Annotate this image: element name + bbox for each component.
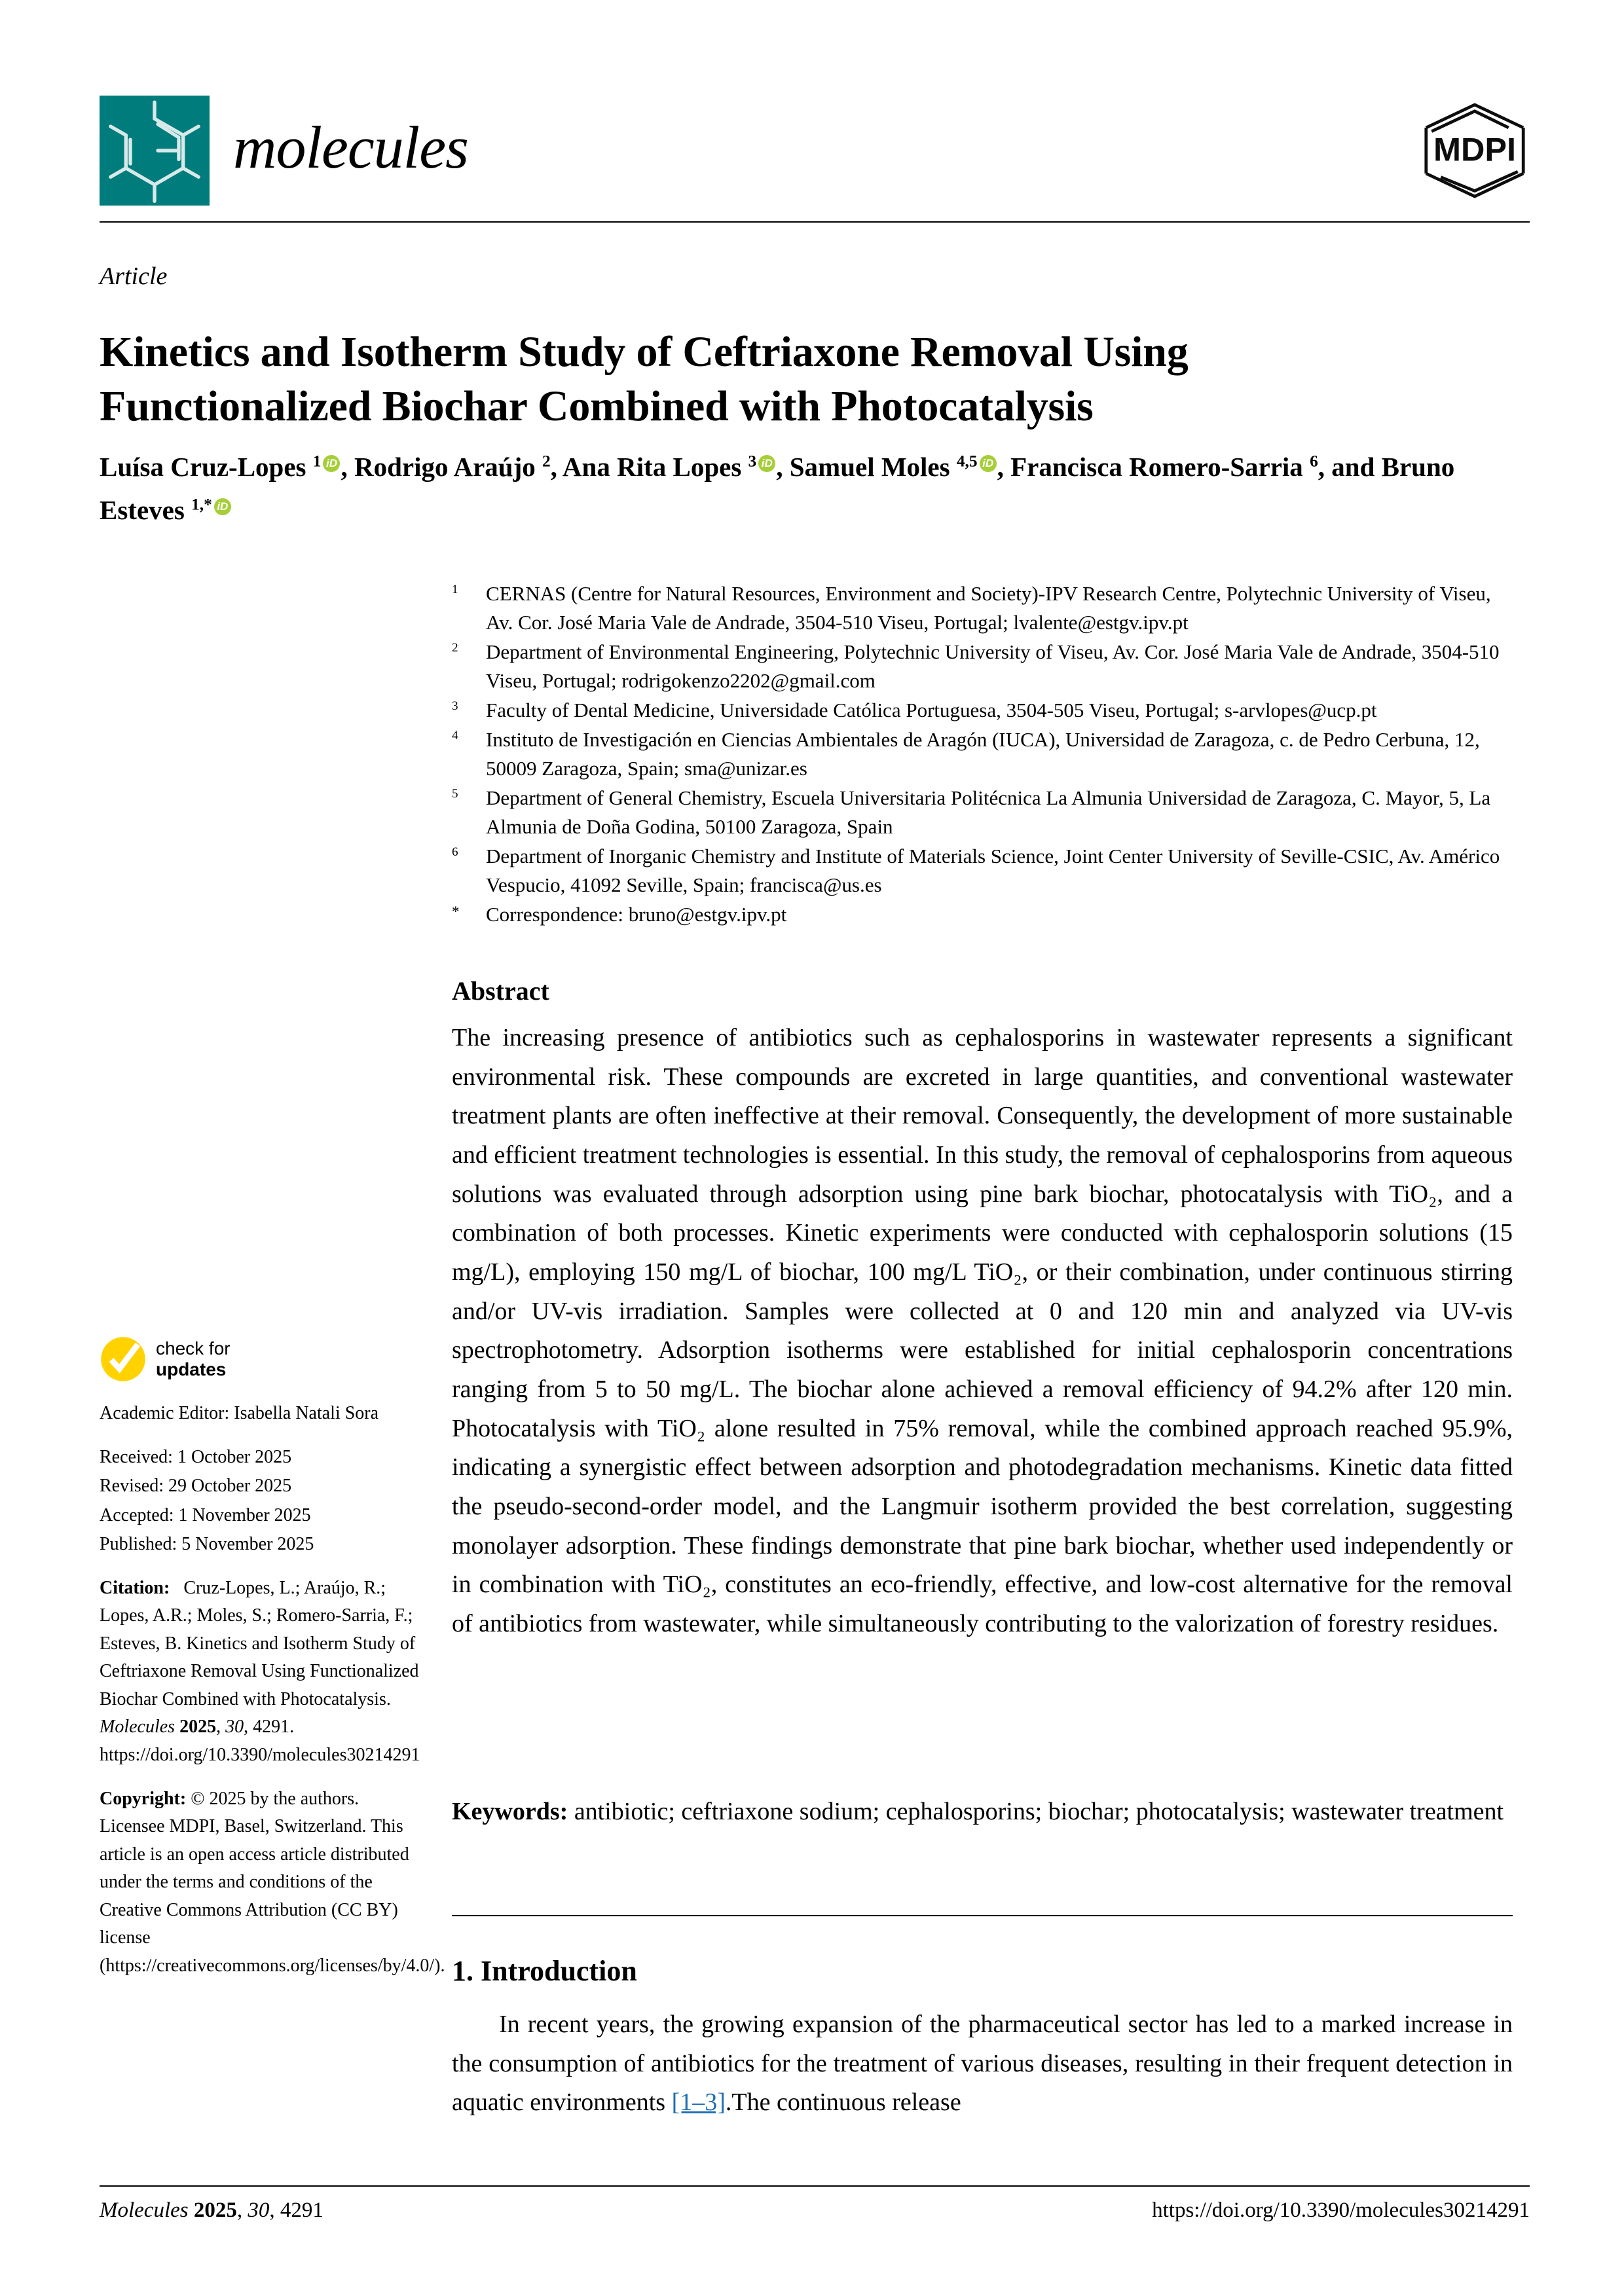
author-name: Luísa Cruz-Lopes bbox=[100, 452, 313, 482]
page-footer bbox=[100, 2198, 1530, 2223]
reference-link-1-3[interactable]: [1–3] bbox=[671, 2088, 726, 2117]
citation-label: Citation: bbox=[100, 1577, 170, 1598]
article-type-label: Article bbox=[100, 263, 168, 290]
citation-year: 2025 bbox=[179, 1717, 217, 1738]
copyright-label: Copyright: bbox=[100, 1788, 187, 1809]
author-name: Samuel Moles bbox=[789, 452, 957, 482]
author-affiliation-marker: 1 bbox=[312, 452, 322, 471]
journal-branding bbox=[100, 96, 468, 206]
author-name: Francisca Romero-Sarria bbox=[1010, 452, 1310, 482]
intro-text-a: In recent years, the growing expansion of the pharmaceutical sector has led to a marked increase in the consumption of antibiotics for the treatment of various diseases, resulting in their frequent detection in aquatic environments bbox=[452, 2011, 1513, 2117]
footer-year: 2025 bbox=[193, 2198, 237, 2222]
footer-doi-link[interactable]: https://doi.org/10.3390/molecules30214291 bbox=[1152, 2198, 1530, 2222]
author-separator: , bbox=[997, 452, 1011, 482]
author-affiliation-marker: 6 bbox=[1310, 452, 1318, 471]
check-circle-icon bbox=[100, 1336, 147, 1383]
keywords-divider bbox=[452, 1915, 1513, 1916]
citation-block: Citation: Cruz-Lopes, L.; Araújo, R.; Lopes, A.R.; Moles, S.; Romero-Sarria, F.; Esteves, B. Kinetics and Isotherm Study of Ceftriaxone Removal Using Functionalized Biochar Combined with Photocatalysis. Molecules 2025, 30, 4291. https://doi.org/10.3390/molecules30214291 bbox=[100, 1577, 420, 1766]
academic-editor: Academic Editor: Isabella Natali Sora bbox=[100, 1403, 379, 1423]
orcid-icon[interactable]: iD bbox=[323, 455, 340, 472]
orcid-icon[interactable]: iD bbox=[214, 498, 231, 515]
affiliation-text: Department of Environmental Engineering, Polytechnic University of Viseu, Av. Cor. José Maria Vale de Andrade, 3504-510 Viseu, Portugal; rodrigokenzo2202@gmail.com bbox=[486, 640, 1500, 693]
author-affiliation-marker: 1,* bbox=[191, 495, 212, 514]
publication-dates-block bbox=[100, 1444, 427, 1559]
affiliation-text: Instituto de Investigación en Ciencias Ambientales de Aragón (IUCA), Universidad de Zaragoza, c. de Pedro Cerbuna, 12, 50009 Zaragoza, Spain; sma@unizar.es bbox=[486, 728, 1480, 780]
author-affiliation-marker: 4,5 bbox=[956, 452, 978, 471]
author-name: Ana Rita Lopes bbox=[562, 452, 748, 482]
affiliation-text: Correspondence: bruno@estgv.ipv.pt bbox=[486, 903, 787, 926]
journal-title: molecules bbox=[233, 114, 468, 181]
page-title: Kinetics and Isotherm Study of Ceftriaxone Removal Using Functionalized Biochar Combined with Photocatalysis bbox=[100, 328, 1189, 431]
check-for-updates-badge[interactable] bbox=[100, 1336, 427, 1383]
author-separator: , bbox=[341, 452, 354, 482]
affiliation-text: Faculty of Dental Medicine, Universidade Católica Portuguesa, 3504-505 Viseu, Portugal; s-arvlopes@ucp.pt bbox=[486, 699, 1377, 722]
affiliation-item bbox=[452, 900, 1513, 929]
author-name: Rodrigo Araújo bbox=[354, 452, 542, 482]
affiliation-item bbox=[452, 784, 1513, 841]
keywords bbox=[452, 1793, 1513, 1832]
affiliation-marker: 4 bbox=[452, 729, 458, 743]
affiliation-marker: 2 bbox=[452, 641, 458, 655]
affiliation-text: CERNAS (Centre for Natural Resources, Environment and Society)-IPV Research Centre, Polytechnic University of Viseu, Av. Cor. José Maria Vale de Andrade, 3504-510 Viseu, Portugal; lvalente@estgv.ipv.pt bbox=[486, 582, 1491, 634]
date-received: Received: 1 October 2025 bbox=[100, 1446, 292, 1467]
author-name: Bruno Esteves bbox=[100, 452, 1455, 526]
article-metadata-sidebar bbox=[100, 1336, 445, 1995]
header-divider bbox=[100, 221, 1530, 223]
abstract-text: The increasing presence of antibiotics such as cephalosporins in wastewater represents a significant environmental risk. These compounds are excreted in large quantities, and conventional wastewater treatment plants are often ineffective at their removal. Consequently, the development of more sustainable and efficient treatment technologies is essential. In this study, the removal of cephalosporins from aqueous solutions was evaluated through adsorption using pine bark biochar, photocatalysis with TiO₂, and a combination of both processes. Kinetic experiments were conducted with cephalosporin solutions (15 mg/L), employing 150 mg/L of biochar, 100 mg/L TiO₂, or their combination, under continuous stirring and/or UV-vis irradiation. Samples were collected at 0 and 120 min and analyzed via UV-vis spectrophotometry. Adsorption isotherms were established for initial cephalosporin concentrations ranging from 5 to 50 mg/L. The biochar alone achieved a removal efficiency of 94.2% after 120 min. Photocatalysis with TiO₂ alone resulted in 75% removal, while the combined approach reached 95.9%, indicating a synergistic effect between adsorption and photodegradation mechanisms. Kinetic data fitted the pseudo-second-order model, and the Langmuir isotherm provided the best correlation, suggesting monolayer adsorption. These findings demonstrate that pine bark biochar, whether used independently or in combination with TiO₂, constitutes an eco-friendly, effective, and low-cost alternative for the removal of antibiotics from wastewater, while simultaneously contributing to the valorization of forestry residues. bbox=[452, 1024, 1513, 1637]
cfu-line-2: updates bbox=[156, 1359, 227, 1379]
author-separator: , bbox=[776, 452, 790, 482]
author-list bbox=[100, 445, 1488, 532]
footer-divider bbox=[100, 2185, 1530, 2187]
author-separator: , bbox=[550, 452, 563, 482]
affiliation-list bbox=[452, 579, 1513, 930]
orcid-icon[interactable]: iD bbox=[758, 455, 775, 472]
section-heading-introduction: 1. Introduction bbox=[452, 1955, 637, 1987]
keywords-text: antibiotic; ceftriaxone sodium; cephalosporins; biochar; photocatalysis; wastewater treatment bbox=[574, 1798, 1504, 1825]
affiliation-marker: 5 bbox=[452, 787, 458, 801]
orcid-icon[interactable]: iD bbox=[980, 455, 997, 472]
citation-volume: 30 bbox=[225, 1717, 244, 1738]
affiliation-item bbox=[452, 579, 1513, 637]
affiliation-text: Department of Inorganic Chemistry and Institute of Materials Science, Joint Center University of Seville-CSIC, Av. Américo Vespucio, 41092 Seville, Spain; francisca@us.es bbox=[486, 845, 1500, 897]
citation-journal: Molecules bbox=[100, 1717, 175, 1738]
affiliation-marker: 3 bbox=[452, 699, 458, 714]
copyright-block bbox=[100, 1785, 445, 1980]
copyright-text: © 2025 by the authors. Licensee MDPI, Basel, Switzerland. This article is an open access article distributed under the terms and conditions of the Creative Commons Attribution (CC BY) license (https://creativecommons.org/licenses/by/4.0/). bbox=[100, 1788, 445, 1976]
intro-text-b: .The continuous release bbox=[725, 2088, 961, 2117]
affiliation-text: Department of General Chemistry, Escuela Universitaria Politécnica La Almunia Universidad de Zaragoza, C. Mayor, 5, La Almunia de Doña Godina, 50100 Zaragoza, Spain bbox=[486, 786, 1491, 839]
affiliation-marker: * bbox=[452, 903, 460, 920]
footer-article-number: 4291 bbox=[280, 2198, 323, 2222]
author-affiliation-marker: 3 bbox=[748, 452, 757, 471]
affiliation-item bbox=[452, 638, 1513, 695]
author-separator: , and bbox=[1318, 452, 1382, 482]
affiliation-item bbox=[452, 696, 1513, 725]
abstract-heading: Abstract bbox=[452, 976, 549, 1006]
footer-citation: Molecules 2025, 30, 4291 bbox=[100, 2198, 323, 2222]
affiliation-item bbox=[452, 842, 1513, 900]
author-affiliation-marker: 2 bbox=[542, 452, 551, 471]
citation-pages: 4291. bbox=[253, 1717, 295, 1738]
keywords-label: Keywords: bbox=[452, 1798, 568, 1825]
introduction-paragraph bbox=[452, 2005, 1513, 2123]
page-header bbox=[100, 85, 1530, 216]
date-published: Published: 5 November 2025 bbox=[100, 1534, 314, 1555]
check-for-updates-label bbox=[156, 1338, 231, 1381]
affiliation-item bbox=[452, 725, 1513, 783]
footer-volume: 30 bbox=[248, 2198, 270, 2222]
mdpi-logo-icon bbox=[1420, 96, 1530, 206]
date-accepted: Accepted: 1 November 2025 bbox=[100, 1504, 311, 1525]
cfu-line-1: check for bbox=[156, 1338, 231, 1358]
footer-journal: Molecules bbox=[100, 2198, 189, 2222]
date-revised: Revised: 29 October 2025 bbox=[100, 1476, 292, 1497]
molecules-logo-icon bbox=[100, 96, 210, 206]
affiliation-marker: 6 bbox=[452, 845, 458, 860]
citation-authors: Cruz-Lopes, L.; Araújo, R.; Lopes, A.R.; Moles, S.; Romero-Sarria, F.; Esteves, B. Kinetics and Isotherm Study of Ceftriaxone Removal Using Functionalized Biochar Combined with Photocatalysis. bbox=[100, 1577, 419, 1709]
citation-doi-link[interactable]: https://doi.org/10.3390/molecules30214291 bbox=[100, 1745, 420, 1766]
svg-text:MDPI: MDPI bbox=[1433, 130, 1516, 168]
affiliation-marker: 1 bbox=[452, 583, 458, 596]
academic-editor-block bbox=[100, 1400, 427, 1428]
